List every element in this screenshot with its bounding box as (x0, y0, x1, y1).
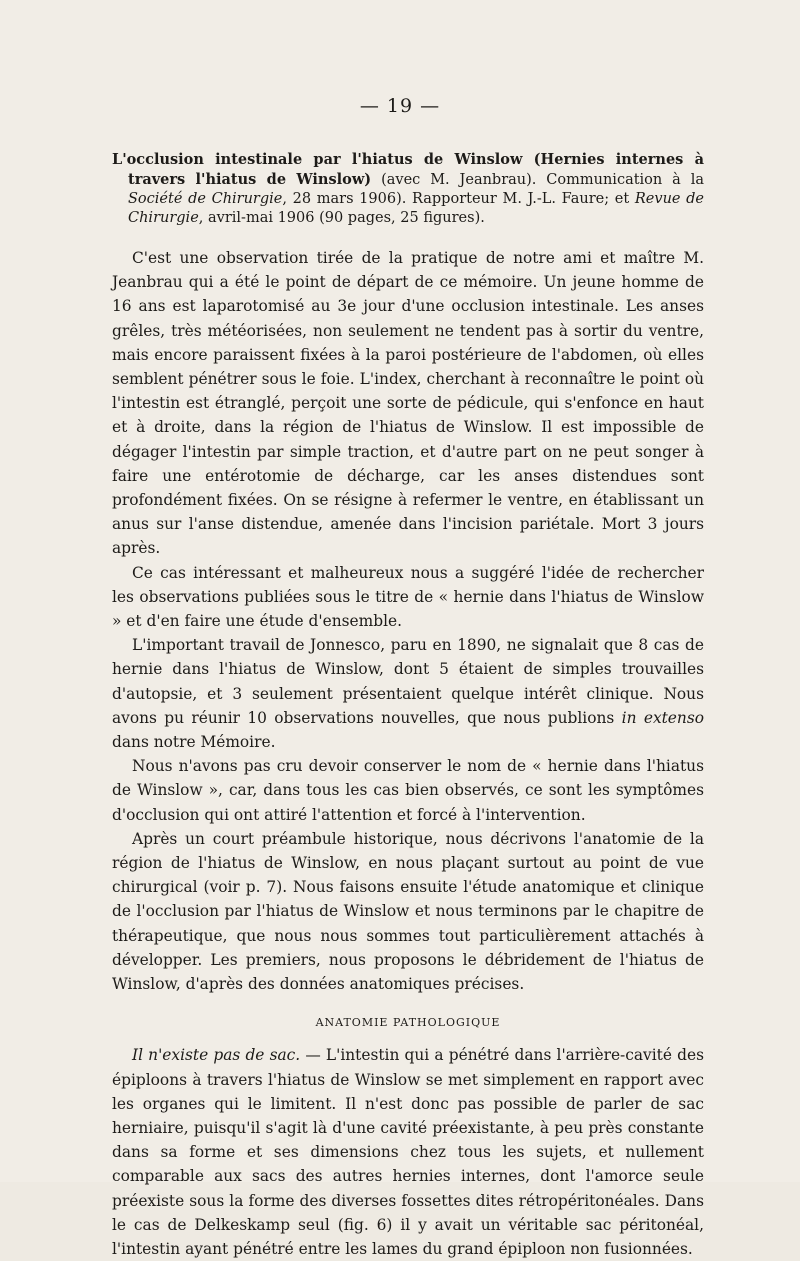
paragraph-3-italic: in extenso (621, 708, 704, 727)
paragraph-1: C'est une observation tirée de la pratique de notre ami et maître M. Jeanbrau qui a été le point de départ de ce mémoire. Un jeune homme de 16 ans est laparotomisé au 3e jour d'une occlusion intestinale. Les anses grêles, très météorisées, non seulement ne tendent pas à sortir du ventre, mais encore paraissent fixées à la paroi postérieure de l'abdomen, où elles semblent pénétrer sous le foie. L'index, cherchant à reconnaître le point où l'intestin est étranglé, perçoit une sorte de pédicule, qui s'enfonce en haut et à droite, dans la région de l'hiatus de Winslow. Il est impossible de dégager l'intestin par simple traction, et d'autre part on ne peut songer à faire une entérotomie de décharge, car les anses distendues sont profondément fixées. On se résigne à refermer le ventre, en établissant un anus sur l'anse distendue, amenée dans l'incision pariétale. Mort 3 jours après. (112, 249, 704, 558)
paragraph-3 (112, 633, 704, 754)
section-lead: Il n'existe pas de sac. (132, 1046, 301, 1065)
entry-details-3: , avril-mai 1906 (90 pages, 25 figures). (198, 210, 485, 226)
paragraph-3-text: L'important travail de Jonnesco, paru en 1890, ne signalait que 8 cas de hernie dans l'hiatus de Winslow, dont 5 étaient de simples trouvailles d'autopsie, et 3 seulement présentaient quelque intérêt clinique. Nous avons pu réunir 10 observations nouvelles, que nous publions (112, 636, 704, 727)
paragraph-2: Ce cas intéressant et malheureux nous a suggéré l'idée de rechercher les observations publiées sous le titre de « hernie dans l'hiatus de Winslow » et d'en faire une étude d'ensemble. (112, 563, 704, 631)
paragraph-3-end: dans notre Mémoire. (112, 733, 276, 752)
entry-title: L'occlusion intestinale par l'hiatus de Winslow (Hernies internes à travers l'hiatus de Winslow) (112, 151, 704, 188)
entry-journal-2: Revue de Chirurgie (128, 191, 705, 226)
entry-journal-1: Société de Chirurgie (128, 191, 283, 207)
paragraph-4: Nous n'avons pas cru devoir conserver le nom de « hernie dans l'hiatus de Winslow », car, dans tous les cas bien observés, ce sont les symptômes d'occlusion qui ont attiré l'attention et forcé à l'intervention. (112, 757, 704, 824)
entry-details-2: , 28 mars 1906). Rapporteur M. J.-L. Faure; et (282, 191, 635, 207)
section-paragraph (112, 1043, 704, 1261)
entry-details-1: (avec M. Jeanbrau). Communication à la (371, 172, 704, 188)
paragraph-5: Après un court préambule historique, nous décrivons l'anatomie de la région de l'hiatus de Winslow, en nous plaçant surtout au point de vue chirurgical (voir p. 7). Nous faisons ensuite l'étude anatomique et clinique de l'occlusion par l'hiatus de Winslow et nous terminons par le chapitre de thérapeutique, que nous nous sommes tout particulièrement attachés à développer. Les premiers, nous proposons le débridement de l'hiatus de Winslow, d'après des données anatomiques précises. (112, 829, 704, 994)
page-content (112, 150, 704, 1261)
section-text: — L'intestin qui a pénétré dans l'arrière-cavité des épiploons à travers l'hiatus de Winslow se met simplement en rapport avec les organes qui le limitent. Il n'est donc pas possible de parler de sac herniaire, puisqu'il s'agit là d'une cavité préexistante, à peu près constante dans sa forme et ses dimensions chez tous les sujets, et nullement comparable aux sacs des autres hernies internes, dont l'amorce seule préexiste sous la forme des diverses fossettes dites rétropéritonéales. Dans le cas de Delkeskamp seul (fig. 6) il y avait un véritable sac péritonéal, l'intestin ayant pénétré entre les lames du grand épiploon non fusionnées. (112, 1046, 704, 1258)
section-title: ANATOMIE PATHOLOGIQUE (315, 1016, 501, 1030)
page-number: — 19 — (359, 95, 441, 117)
bibliography-entry (112, 150, 704, 228)
